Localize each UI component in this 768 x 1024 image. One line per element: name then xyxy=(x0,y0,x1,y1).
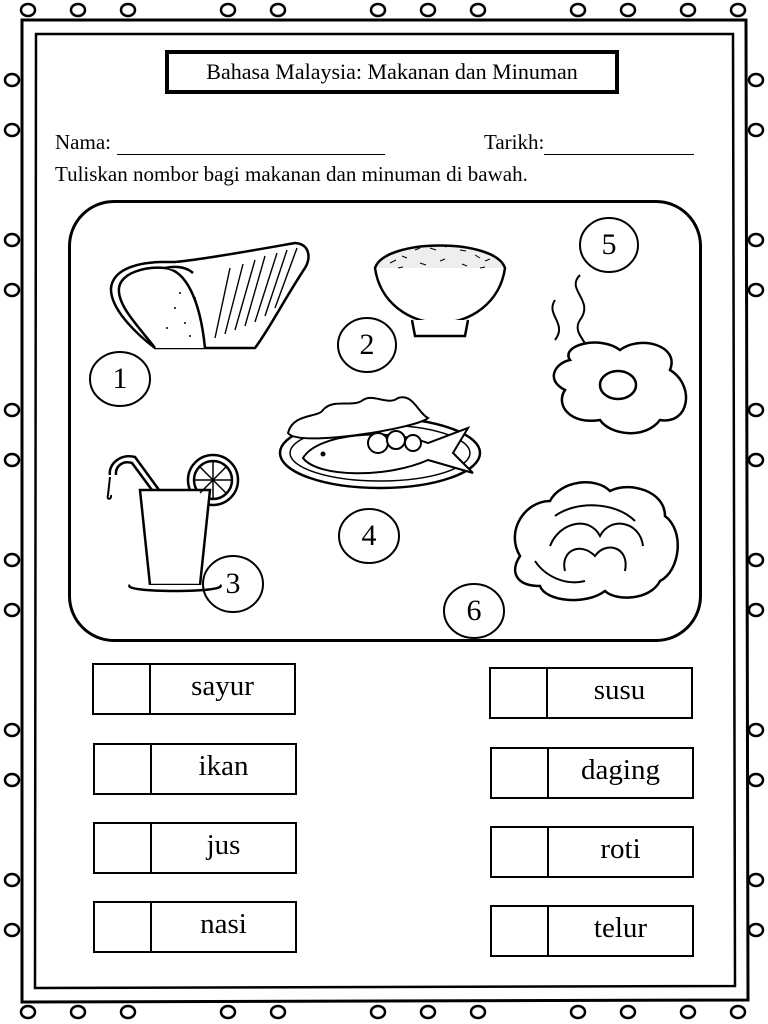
picture-number-4 xyxy=(337,507,401,565)
border-loop xyxy=(749,284,763,296)
border-loop xyxy=(5,554,19,566)
border-loop xyxy=(749,234,763,246)
date-field xyxy=(484,130,694,155)
border-loop xyxy=(71,1006,85,1018)
worksheet-title xyxy=(165,50,619,94)
picture-number-6 xyxy=(442,582,506,640)
bread-icon xyxy=(105,238,315,358)
border-loop xyxy=(749,774,763,786)
worksheet-title-text: Bahasa Malaysia: Makanan dan Minuman xyxy=(206,59,578,84)
border-loop xyxy=(749,724,763,736)
answer-box[interactable] xyxy=(492,828,549,876)
word-box-ikan xyxy=(93,743,297,795)
border-loop xyxy=(621,1006,635,1018)
border-loop xyxy=(681,4,695,16)
border-loop xyxy=(221,1006,235,1018)
word-box-telur xyxy=(490,905,694,957)
border-loop xyxy=(749,124,763,136)
picture-number-2 xyxy=(336,316,398,374)
picture-number-1 xyxy=(88,350,152,408)
picture-number-5 xyxy=(578,216,640,274)
number-label: 2 xyxy=(359,328,375,361)
border-loop xyxy=(421,1006,435,1018)
instruction-text: Tuliskan nombor bagi makanan dan minuman di bawah. xyxy=(55,162,528,186)
number-label: 3 xyxy=(225,567,241,600)
word-label: telur xyxy=(593,911,648,944)
date-blank[interactable] xyxy=(544,132,694,155)
border-loop xyxy=(21,1006,35,1018)
border-loop xyxy=(21,4,35,16)
word-label: susu xyxy=(593,673,646,706)
answer-box[interactable] xyxy=(95,824,152,872)
border-loop xyxy=(471,4,485,16)
border-loop xyxy=(371,4,385,16)
number-label: 4 xyxy=(361,519,377,552)
border-loop xyxy=(681,1006,695,1018)
border-loop xyxy=(5,404,19,416)
word-label: jus xyxy=(206,828,241,861)
border-loop xyxy=(5,234,19,246)
name-label: Nama: xyxy=(55,130,111,154)
border-loop xyxy=(571,4,585,16)
border-loop xyxy=(371,1006,385,1018)
word-label: sayur xyxy=(191,669,254,702)
border-loop xyxy=(749,404,763,416)
number-label: 6 xyxy=(466,594,482,627)
word-box-daging xyxy=(490,747,694,799)
word-label: daging xyxy=(581,753,660,786)
word-box-jus xyxy=(93,822,297,874)
border-loop xyxy=(5,284,19,296)
border-loop xyxy=(749,924,763,936)
answer-box[interactable] xyxy=(95,745,152,793)
border-loop xyxy=(749,604,763,616)
fish-plate-icon xyxy=(278,388,483,493)
word-box-nasi xyxy=(93,901,297,953)
border-loop xyxy=(5,74,19,86)
word-box-susu xyxy=(489,667,693,719)
border-loop xyxy=(5,724,19,736)
name-blank[interactable] xyxy=(117,132,385,155)
border-loop xyxy=(749,554,763,566)
border-loop xyxy=(5,874,19,886)
border-loop xyxy=(5,604,19,616)
border-loop xyxy=(421,4,435,16)
border-loop xyxy=(121,4,135,16)
answer-box[interactable] xyxy=(492,907,549,955)
answer-box[interactable] xyxy=(492,749,549,797)
border-loop xyxy=(471,1006,485,1018)
border-loop xyxy=(749,874,763,886)
border-loop xyxy=(271,1006,285,1018)
border-loop xyxy=(5,124,19,136)
border-loop xyxy=(749,454,763,466)
word-label: nasi xyxy=(200,907,247,940)
picture-number-3 xyxy=(201,554,265,614)
border-loop xyxy=(221,4,235,16)
answer-box[interactable] xyxy=(95,903,152,951)
word-label: roti xyxy=(600,832,641,865)
date-label: Tarikh: xyxy=(484,130,545,154)
border-loop xyxy=(621,4,635,16)
border-loop xyxy=(5,774,19,786)
border-loop xyxy=(731,4,745,16)
word-box-roti xyxy=(490,826,694,878)
fried-egg-icon xyxy=(540,275,695,445)
answer-box[interactable] xyxy=(491,669,548,717)
number-label: 1 xyxy=(112,362,128,395)
border-loop xyxy=(571,1006,585,1018)
word-label: ikan xyxy=(198,749,249,782)
border-loop xyxy=(5,454,19,466)
border-loop xyxy=(271,4,285,16)
cabbage-icon xyxy=(505,476,685,606)
answer-box[interactable] xyxy=(94,665,151,713)
border-loop xyxy=(749,74,763,86)
number-label: 5 xyxy=(601,228,617,261)
border-loop xyxy=(71,4,85,16)
border-loop xyxy=(5,924,19,936)
border-loop xyxy=(731,1006,745,1018)
border-loop xyxy=(121,1006,135,1018)
word-box-sayur xyxy=(92,663,296,715)
name-field xyxy=(55,130,385,155)
